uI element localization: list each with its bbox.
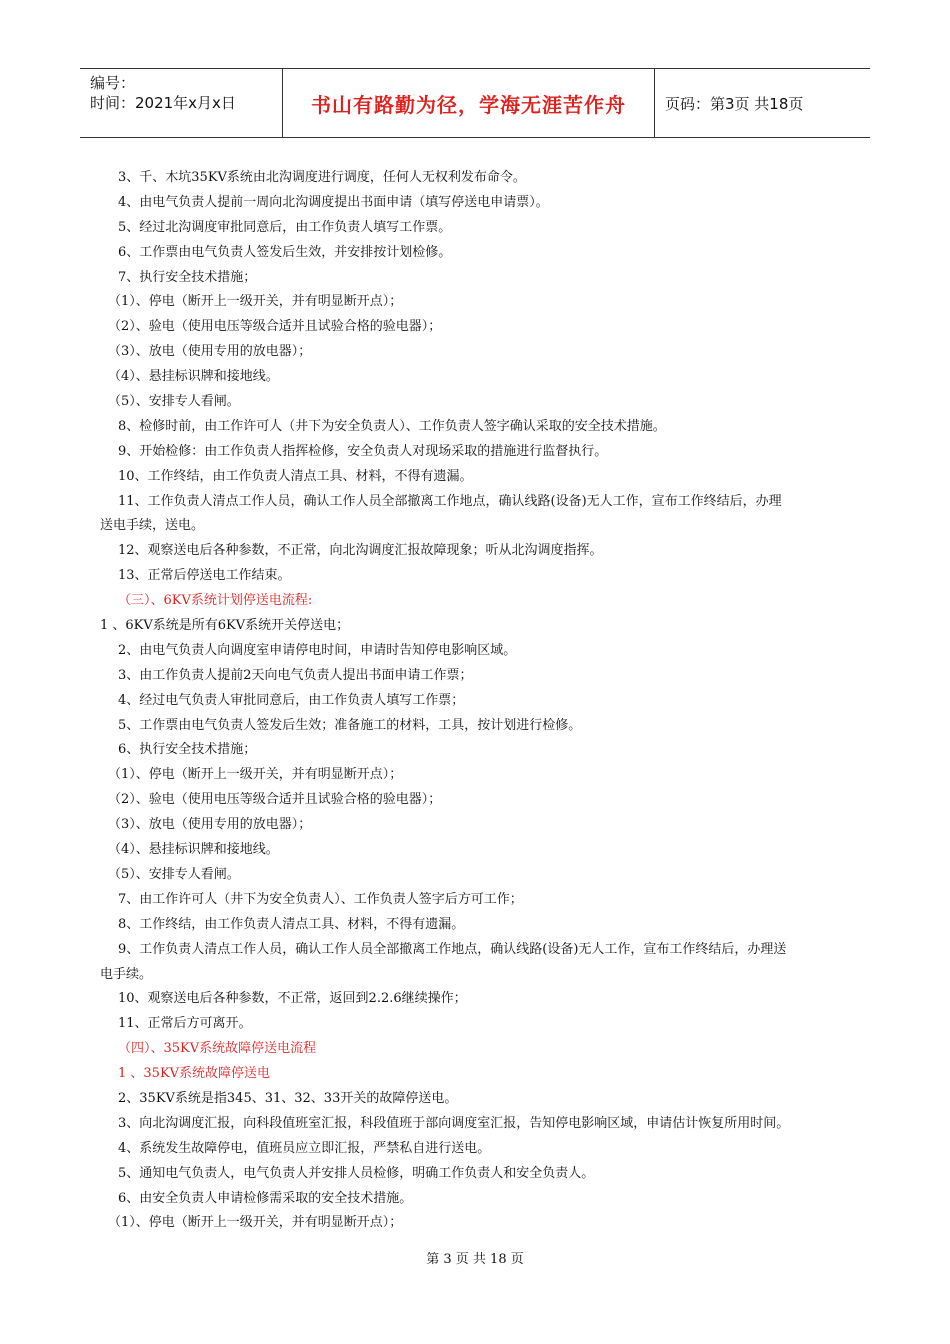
body-line: 11、正常后方可离开。	[118, 1016, 252, 1032]
section-prefix: （四）、35KV系统	[118, 1041, 226, 1057]
body-line: 10、工作终结，由工作负责人清点工具、材料，不得有遗漏。	[118, 468, 473, 484]
body-line: （5）、安排专人看闸。	[108, 866, 240, 882]
body-line: 送电手续，送电。	[100, 518, 205, 534]
motto-text: 书山有路勤为径，学海无涯苦作舟	[311, 92, 626, 117]
page-label: 页码：第3页 共18页	[665, 94, 804, 113]
body-line: （4）、悬挂标识牌和接地线。	[108, 369, 279, 385]
body-line: 4、系统发生故障停电，值班员应立即汇报，严禁私自进行送电。	[118, 1140, 491, 1156]
body-line: 4、经过电气负责人审批同意后，由工作负责人填写工作票；	[118, 692, 465, 708]
body-line: 6、由安全负责人申请检修需采取的安全技术措施。	[118, 1190, 413, 1206]
body-line: （1）、停电（断开上一级开关，并有明显断开点）；	[108, 294, 403, 310]
body-line: 8、检修时前，由工作许可人（井下为安全负责人）、工作负责人签字确认采取的安全技术措施。	[118, 418, 666, 434]
body-line: （3）、放电（使用专用的放电器）；	[108, 344, 312, 360]
body-line: 13、正常后停送电工作结束。	[118, 568, 291, 584]
header-page	[655, 69, 870, 137]
body-line: 7、执行安全技术措施；	[118, 269, 257, 285]
body-line: 9、工作负责人清点工作人员，确认工作人员全部撤离工作地点，确认线路(设备)无人工作，宣布工作终结后，办理送	[118, 941, 787, 957]
body-line: 3、向北沟调度汇报，向科段值班室汇报，科段值班于部向调度室汇报，告知停电影响区域，申请估计恢复所用时间。	[118, 1115, 790, 1131]
section-prefix: （三）、6KV系统	[118, 593, 217, 609]
body-line: （2）、验电（使用电压等级合适并且试验合格的验电器）；	[108, 319, 442, 335]
page-footer: 第 3 页 共 18 页	[426, 1252, 524, 1267]
body-line: （1）、停电（断开上一级开关，并有明显断开点）；	[108, 767, 403, 783]
body-line: 电手续。	[100, 966, 153, 982]
header-meta	[80, 69, 282, 137]
body-line: 7、由工作许可人（井下为安全负责人）、工作负责人签字后方可工作；	[118, 891, 523, 907]
body-line: 3、由工作负责人提前2天向电气负责人提出书面申请工作票；	[118, 667, 473, 683]
date-label: 时间：2021年x月x日	[90, 94, 236, 112]
section-title: 计划停送电流程:	[216, 593, 313, 609]
body-line: 3、千、木坑35KV系统由北沟调度进行调度，任何人无权利发布命令。	[118, 170, 526, 185]
body-line: 6、工作票由电气负责人签发后生效，并安排按计划检修。	[118, 244, 452, 260]
body-line: 2、由电气负责人向调度室申请停电时间，申请时告知停电影响区域。	[118, 642, 517, 658]
section-heading	[118, 589, 863, 614]
body-line: 5、工作票由电气负责人签发后生效；准备施工的材料，工具，按计划进行检修。	[118, 717, 582, 733]
body-line: 1 、6KV系统是所有6KV系统开关停送电；	[100, 618, 350, 634]
body-line: （3）、放电（使用专用的放电器）；	[108, 817, 312, 833]
body-line: （4）、悬挂标识牌和接地线。	[108, 842, 279, 858]
body-line: 5、经过北沟调度审批同意后，由工作负责人填写工作票。	[118, 219, 452, 235]
body-line: 8、工作终结，由工作负责人清点工具、材料，不得有遗漏。	[118, 916, 465, 932]
body-line: 6、执行安全技术措施；	[118, 742, 257, 758]
body-line: （1）、停电（断开上一级开关，并有明显断开点）；	[108, 1215, 403, 1231]
section-subtitle: 1 、35KV系统故障停送电	[118, 1066, 271, 1082]
body-line: 2、35KV系统是指345、31、32、33开关的故障停送电。	[118, 1090, 458, 1106]
body-line: 5、通知电气负责人，电气负责人并安排人员检修，明确工作负责人和安全负责人。	[118, 1165, 595, 1181]
header-motto	[282, 69, 655, 137]
body-line: 4、由电气负责人提前一周向北沟调度提出书面申请（填写停送电申请票）。	[118, 194, 549, 210]
page-header	[80, 68, 870, 138]
body-line: 11、工作负责人清点工作人员，确认工作人员全部撤离工作地点，确认线路(设备)无人工作，宣布工作终结后，办理	[118, 493, 782, 509]
section-heading	[118, 1037, 863, 1062]
body-line: （2）、验电（使用电压等级合适并且试验合格的验电器）；	[108, 792, 442, 808]
section-title: 故障停送电流程	[225, 1041, 317, 1057]
number-label: 编号：	[90, 74, 136, 92]
body-line: 9、开始检修：由工作负责人指挥检修，安全负责人对现场采取的措施进行监督执行。	[118, 443, 608, 459]
document-body	[100, 166, 863, 1236]
body-line: 10、观察送电后各种参数，不正常，返回到2.2.6继续操作；	[118, 991, 467, 1007]
body-line: （5）、安排专人看闸。	[108, 394, 240, 410]
body-line: 12、观察送电后各种参数，不正常，向北沟调度汇报故障现象；听从北沟调度指挥。	[118, 543, 603, 559]
